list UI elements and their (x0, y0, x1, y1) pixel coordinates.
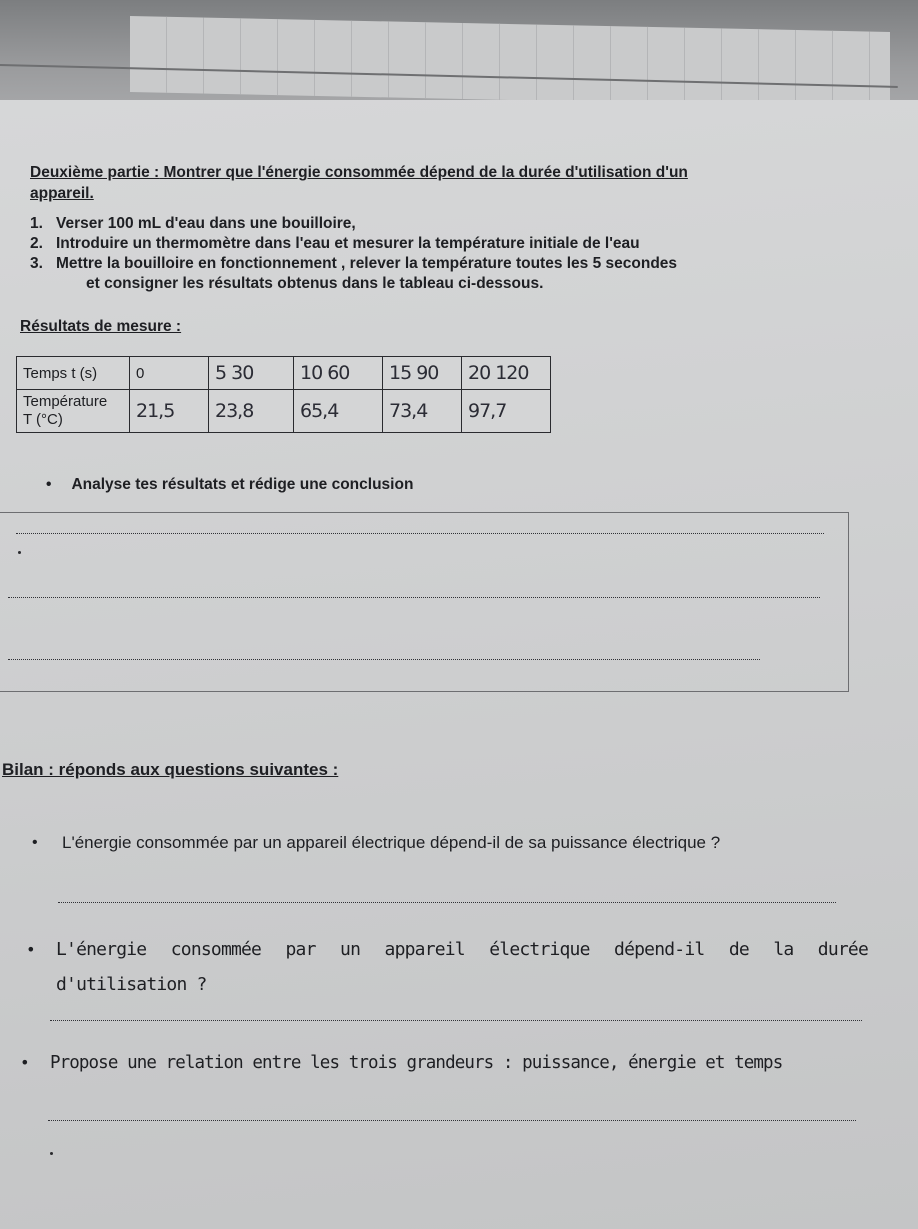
answer-line[interactable] (8, 597, 820, 598)
answer-line[interactable] (8, 659, 760, 660)
temperature-cell: 23,8 (209, 390, 294, 433)
ruled-sheet-edge (130, 16, 890, 108)
time-cell: 0 (130, 357, 209, 390)
bullet: • (32, 834, 38, 851)
question-text: Propose une relation entre les trois grandeurs : puissance, énergie et temps (50, 1053, 783, 1073)
temperature-cell: 73,4 (383, 390, 462, 433)
time-row (17, 357, 551, 390)
temperature-header-line2: T (°C) (23, 411, 63, 428)
temperature-header (17, 390, 130, 433)
bullet: • (20, 1053, 29, 1072)
step-number: 3. (30, 255, 43, 272)
analyse-text: Analyse tes résultats et rédige une conclusion (71, 476, 414, 493)
step-number: 1. (30, 215, 43, 232)
step-3 (30, 254, 850, 274)
step-2 (30, 234, 850, 254)
worksheet-page (0, 100, 918, 1229)
time-header: Temps t (s) (17, 357, 130, 390)
step-text: Introduire un thermomètre dans l'eau et mesurer la température initiale de l'eau (56, 235, 640, 252)
temperature-cell: 65,4 (294, 390, 383, 433)
temperature-header-line1: Température (23, 393, 108, 410)
answer-line-2[interactable] (50, 1020, 862, 1021)
background-sheet (0, 0, 918, 110)
step-number: 2. (30, 235, 43, 252)
temperature-cell: 97,7 (462, 390, 551, 433)
answer-line-1[interactable] (58, 902, 836, 903)
section-title-prefix: Deuxième partie : (30, 164, 160, 181)
conclusion-answer-box[interactable] (0, 512, 849, 692)
question-text: L'énergie consommée par un appareil électrique dépend-il de sa puissance électrique ? (62, 833, 721, 852)
bullet: • (26, 940, 35, 959)
procedure-steps (30, 214, 850, 294)
step-1 (30, 214, 850, 234)
bilan-heading: Bilan : réponds aux questions suivantes : (2, 760, 339, 779)
time-cell: 10 60 (294, 357, 383, 390)
measurement-table (16, 356, 551, 433)
answer-line[interactable] (16, 533, 824, 534)
time-cell: 15 90 (383, 357, 462, 390)
time-cell: 5 30 (209, 357, 294, 390)
question-3 (20, 1050, 862, 1076)
section-title (30, 162, 830, 204)
question-2 (26, 932, 868, 1002)
time-cell: 20 120 (462, 357, 551, 390)
step-3-continuation: et consigner les résultats obtenus dans le tableau ci-dessous. (86, 275, 544, 292)
analyse-instruction (46, 476, 413, 494)
answer-line-3[interactable] (48, 1120, 856, 1121)
bullet: • (46, 476, 52, 493)
section-title-text: Montrer que l'énergie consommée dépend de la durée d'utilisation d'un (159, 164, 688, 181)
temperature-cell: 21,5 (130, 390, 209, 433)
step-text: Verser 100 mL d'eau dans une bouilloire, (56, 215, 356, 232)
stray-mark (18, 551, 21, 554)
step-text: Mettre la bouilloire en fonctionnement , relever la température toutes les 5 secondes (56, 255, 678, 272)
question-text: L'énergie consommée par un appareil électrique dépend-il de la durée d'utilisation ? (56, 939, 868, 995)
section-title-continuation: appareil. (30, 185, 94, 202)
question-1 (32, 828, 862, 857)
stray-mark (50, 1152, 53, 1155)
results-label: Résultats de mesure : (20, 318, 182, 335)
temperature-row (17, 390, 551, 433)
